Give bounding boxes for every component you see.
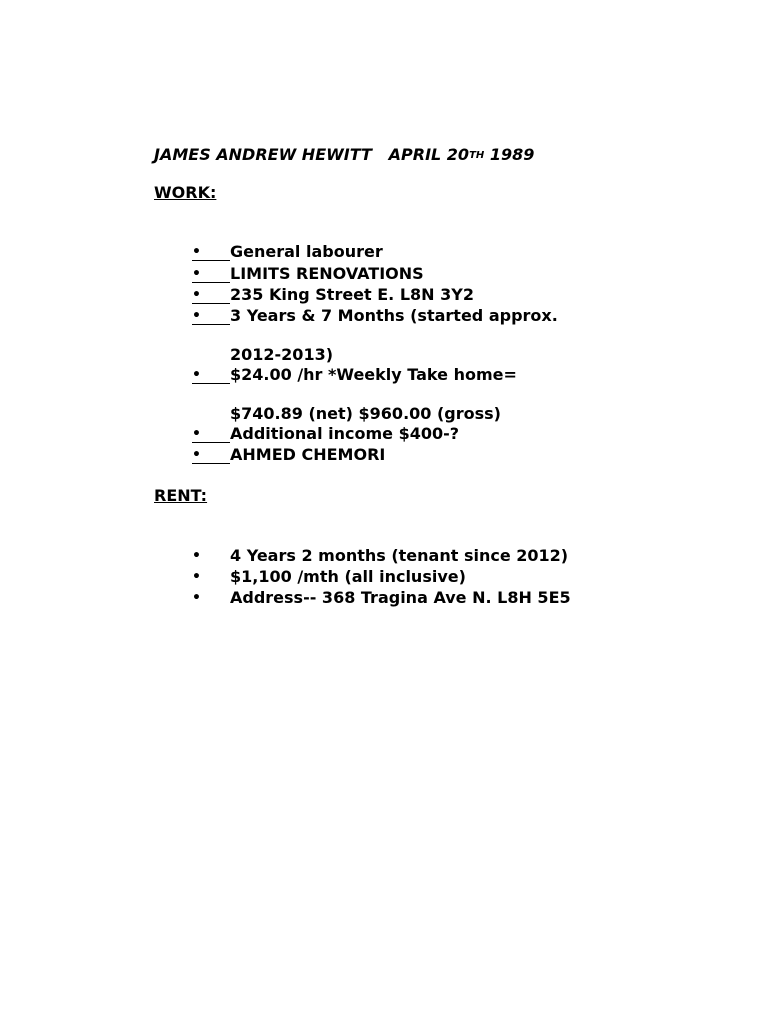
bullet-icon: •: [192, 569, 201, 585]
work-item-text: AHMED CHEMORI: [230, 445, 386, 464]
bullet-icon: •: [192, 241, 230, 261]
work-item-text: 235 King Street E. L8N 3Y2: [230, 285, 474, 304]
rent-heading: RENT:: [154, 486, 208, 505]
work-item-duration-continued: 2012-2013): [230, 345, 334, 364]
work-item-text: 3 Years & 7 Months (started approx.: [230, 306, 558, 325]
bullet-icon: •: [192, 590, 201, 606]
bullet-icon: •: [192, 305, 230, 325]
work-heading: WORK:: [154, 183, 217, 202]
document-title: [154, 144, 534, 166]
bullet-icon: •: [192, 444, 230, 464]
work-item-text: Additional income $400-?: [230, 424, 460, 443]
bullet-icon: •: [192, 423, 230, 443]
bullet-icon: •: [192, 263, 230, 283]
birth-year: 1989: [489, 145, 535, 164]
work-item-pay-continued: $740.89 (net) $960.00 (gross): [230, 404, 501, 423]
rent-item-text: Address-- 368 Tragina Ave N. L8H 5E5: [230, 588, 571, 607]
rent-item-text: $1,100 /mth (all inclusive): [230, 567, 466, 586]
work-item-text: LIMITS RENOVATIONS: [230, 264, 424, 283]
birth-date-prefix: APRIL 20: [388, 145, 470, 164]
bullet-icon: •: [192, 548, 201, 564]
birth-date-ordinal: TH: [469, 150, 485, 161]
bullet-icon: •: [192, 364, 230, 384]
work-item-text: $24.00 /hr *Weekly Take home=: [230, 365, 517, 384]
person-name: JAMES ANDREW HEWITT: [154, 145, 372, 164]
rent-item-text: 4 Years 2 months (tenant since 2012): [230, 546, 569, 565]
work-item-text: General labourer: [230, 242, 383, 261]
bullet-icon: •: [192, 284, 230, 304]
